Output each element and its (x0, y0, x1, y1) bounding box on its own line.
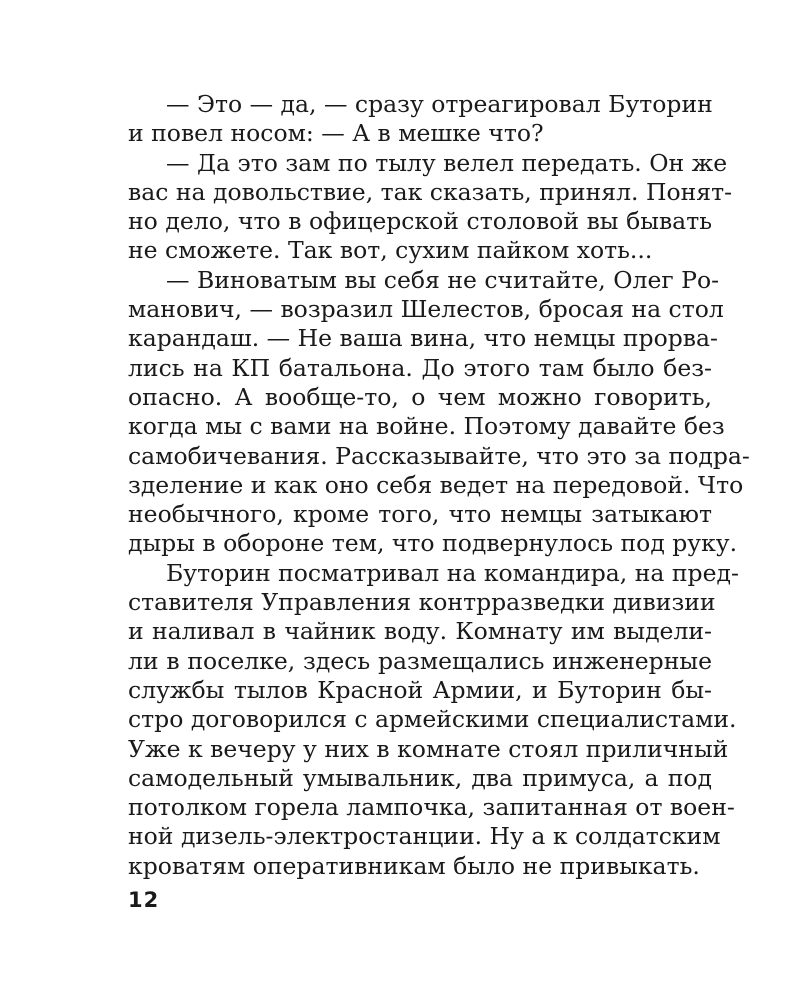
text-line: самодельный умывальник, два примуса, а под (128, 763, 712, 792)
text-line: ли в поселке, здесь размещались инженерные (128, 646, 712, 675)
text-line: зделение и как оно себя ведет на передовой. Что (128, 470, 744, 499)
text-line: — Виноватым вы себя не считайте, Олег Ро- (166, 265, 720, 294)
page-number: 12 (128, 888, 160, 912)
text-line: но дело, что в офицерской столовой вы бывать (128, 207, 712, 236)
text-line: кроватям оперативникам было не привыкать. (128, 851, 700, 880)
text-line: службы тылов Красной Армии, и Буторин бы- (128, 675, 712, 704)
text-line: ставителя Управления контрразведки дивизии (128, 588, 716, 617)
text-line: и наливал в чайник воду. Комнату им выдели- (128, 617, 712, 646)
text-line: — Это — да, — сразу отреагировал Буторин (166, 90, 713, 118)
text-line: не сможете. Так вот, сухим пайком хоть... (128, 236, 653, 265)
text-line: вас на довольствие, так сказать, принял. Понят- (128, 177, 733, 206)
text-line: и повел носом: — А в мешке что? (128, 119, 544, 148)
text-line: — Да это зам по тылу велел передать. Он же (166, 148, 728, 177)
text-line: дыры в обороне тем, что подвернулось под руку. (128, 529, 738, 558)
text-line: лись на КП батальона. До этого там было без- (128, 353, 712, 382)
text-line: Уже к вечеру у них в комнате стоял приличный (128, 734, 729, 763)
text-line: самобичевания. Рассказывайте, что это за подра- (128, 441, 750, 470)
text-line: манович, — возразил Шелестов, бросая на стол (128, 295, 724, 324)
text-line: Буторин посматривал на командира, на пред- (166, 558, 739, 587)
body-text (128, 90, 750, 881)
text-line: когда мы с вами на войне. Поэтому давайте без (128, 412, 725, 441)
text-line: карандаш. — Не ваша вина, что немцы прорва- (128, 324, 718, 353)
text-line: ной дизель-электростанции. Ну а к солдатским (128, 822, 721, 851)
text-line: стро договорился с армейскими специалистами. (128, 705, 737, 734)
text-line: опасно. А вообще-то, о чем можно говорить, (128, 382, 712, 411)
text-line: потолком горела лампочка, запитанная от воен- (128, 793, 735, 822)
text-line: необычного, кроме того, что немцы затыкают (128, 500, 712, 529)
